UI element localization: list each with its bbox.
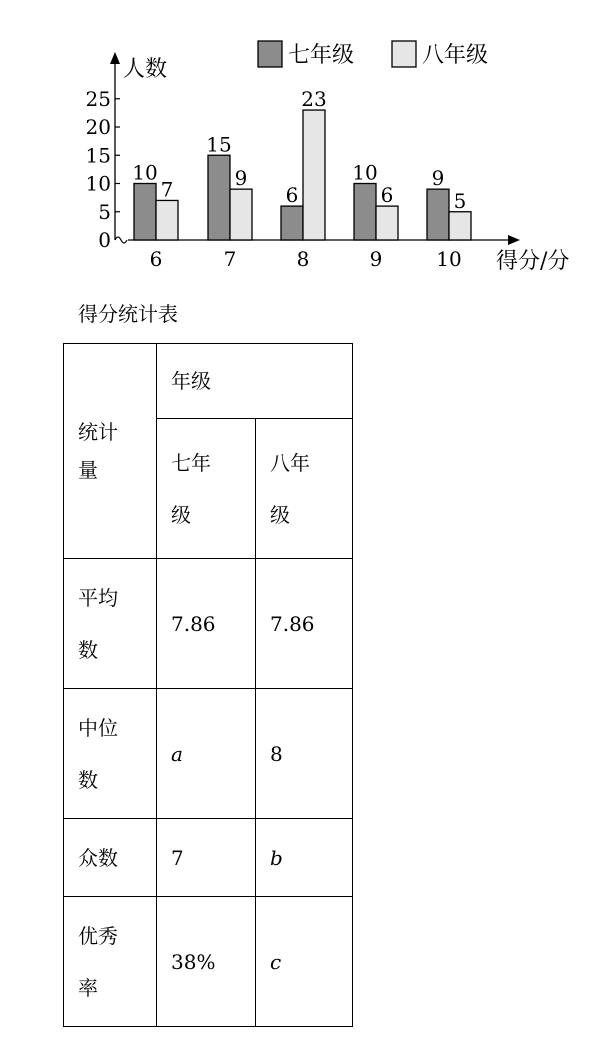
row-label-line2: 率: [78, 975, 98, 1000]
table-row: [64, 689, 353, 819]
row-g7-cell: 38%: [157, 897, 256, 1027]
bar-value-label: 10: [132, 160, 158, 185]
row-g7-cell: 7: [157, 819, 256, 897]
header-g7-line2: 级: [171, 502, 191, 527]
header-g7-line1: 七年: [171, 450, 211, 475]
bar-value-label: 9: [431, 166, 445, 191]
row-g7-cell: 7.86: [157, 559, 256, 689]
y-tick-label: 5: [98, 199, 111, 224]
row-label-line2: 数: [78, 637, 98, 662]
table-caption: 得分统计表: [78, 302, 178, 326]
table-row: [64, 819, 353, 897]
x-tick-label: 6: [149, 247, 163, 271]
bar-chart: [0, 0, 616, 290]
y-tick-label: 10: [85, 171, 111, 196]
bar-grade7: [427, 189, 449, 240]
y-tick-label: 15: [85, 143, 111, 168]
chart-legend: [258, 41, 488, 68]
row-label-line1: 平均: [78, 585, 118, 610]
bar-value-label: 5: [453, 188, 467, 213]
y-tick-label: 0: [98, 228, 111, 252]
bar-grade7: [134, 184, 156, 241]
row-g8-cell: 8: [256, 689, 353, 819]
y-tick-label: 25: [85, 86, 111, 111]
row-g8-cell: b: [256, 819, 353, 897]
legend-swatch: [258, 41, 282, 67]
table-row: [64, 897, 353, 1027]
row-label-line1: 优秀: [78, 923, 118, 948]
header-g8-line2: 级: [270, 502, 290, 527]
x-tick-label: 10: [436, 247, 462, 271]
row-label-cell: [64, 897, 157, 1027]
x-tick-label: 8: [296, 247, 310, 271]
row-g8-cell: c: [256, 897, 353, 1027]
y-axis-arrow: [110, 52, 120, 64]
axis-break-mark: [115, 237, 127, 243]
stats-table: [63, 343, 353, 1027]
row-label-cell: [64, 819, 157, 897]
legend-swatch: [392, 41, 416, 67]
row-label-line1: 中位: [78, 715, 118, 740]
x-axis-arrow: [508, 235, 520, 245]
row-label-line1: 众数: [78, 845, 118, 870]
legend-label: 七年级: [288, 43, 355, 68]
y-tick-label: 20: [85, 115, 111, 139]
table-row: [64, 559, 353, 689]
header-stat-cell: [64, 344, 157, 559]
header-g8-cell: [256, 419, 353, 559]
legend-label: 八年级: [422, 43, 489, 68]
bar-grade8: [303, 110, 325, 240]
y-axis-label: 人数: [123, 57, 168, 82]
header-stat-line1: 统计: [78, 420, 118, 444]
bar-value-label: 23: [301, 87, 327, 112]
bar-value-label: 9: [234, 166, 248, 191]
header-g8-line1: 八年: [270, 450, 310, 475]
header-g7-cell: [157, 419, 256, 559]
x-tick-label: 9: [369, 247, 383, 271]
row-label-cell: [64, 559, 157, 689]
bar-grade7: [208, 155, 230, 240]
x-tick-label: 7: [223, 247, 237, 271]
bar-value-label: 7: [160, 177, 174, 202]
header-stat-line2: 量: [78, 458, 98, 482]
bar-value-label: 6: [285, 183, 299, 208]
bar-grade7: [281, 206, 303, 240]
row-g7-cell: a: [157, 689, 256, 819]
header-grade-cell: 年级: [157, 344, 353, 419]
bar-grade7: [354, 184, 376, 241]
row-g8-cell: 7.86: [256, 559, 353, 689]
bar-grade8: [449, 212, 471, 240]
bar-value-label: 10: [352, 160, 378, 185]
chart-axes: [86, 52, 570, 274]
bar-grade8: [230, 189, 252, 240]
bar-value-label: 15: [206, 132, 232, 157]
bar-grade8: [156, 200, 178, 240]
bar-value-label: 6: [380, 183, 394, 208]
row-label-line2: 数: [78, 767, 98, 792]
bar-grade8: [376, 206, 398, 240]
row-label-cell: [64, 689, 157, 819]
x-axis-label: 得分/分: [496, 249, 570, 274]
chart-bars: [132, 87, 471, 240]
